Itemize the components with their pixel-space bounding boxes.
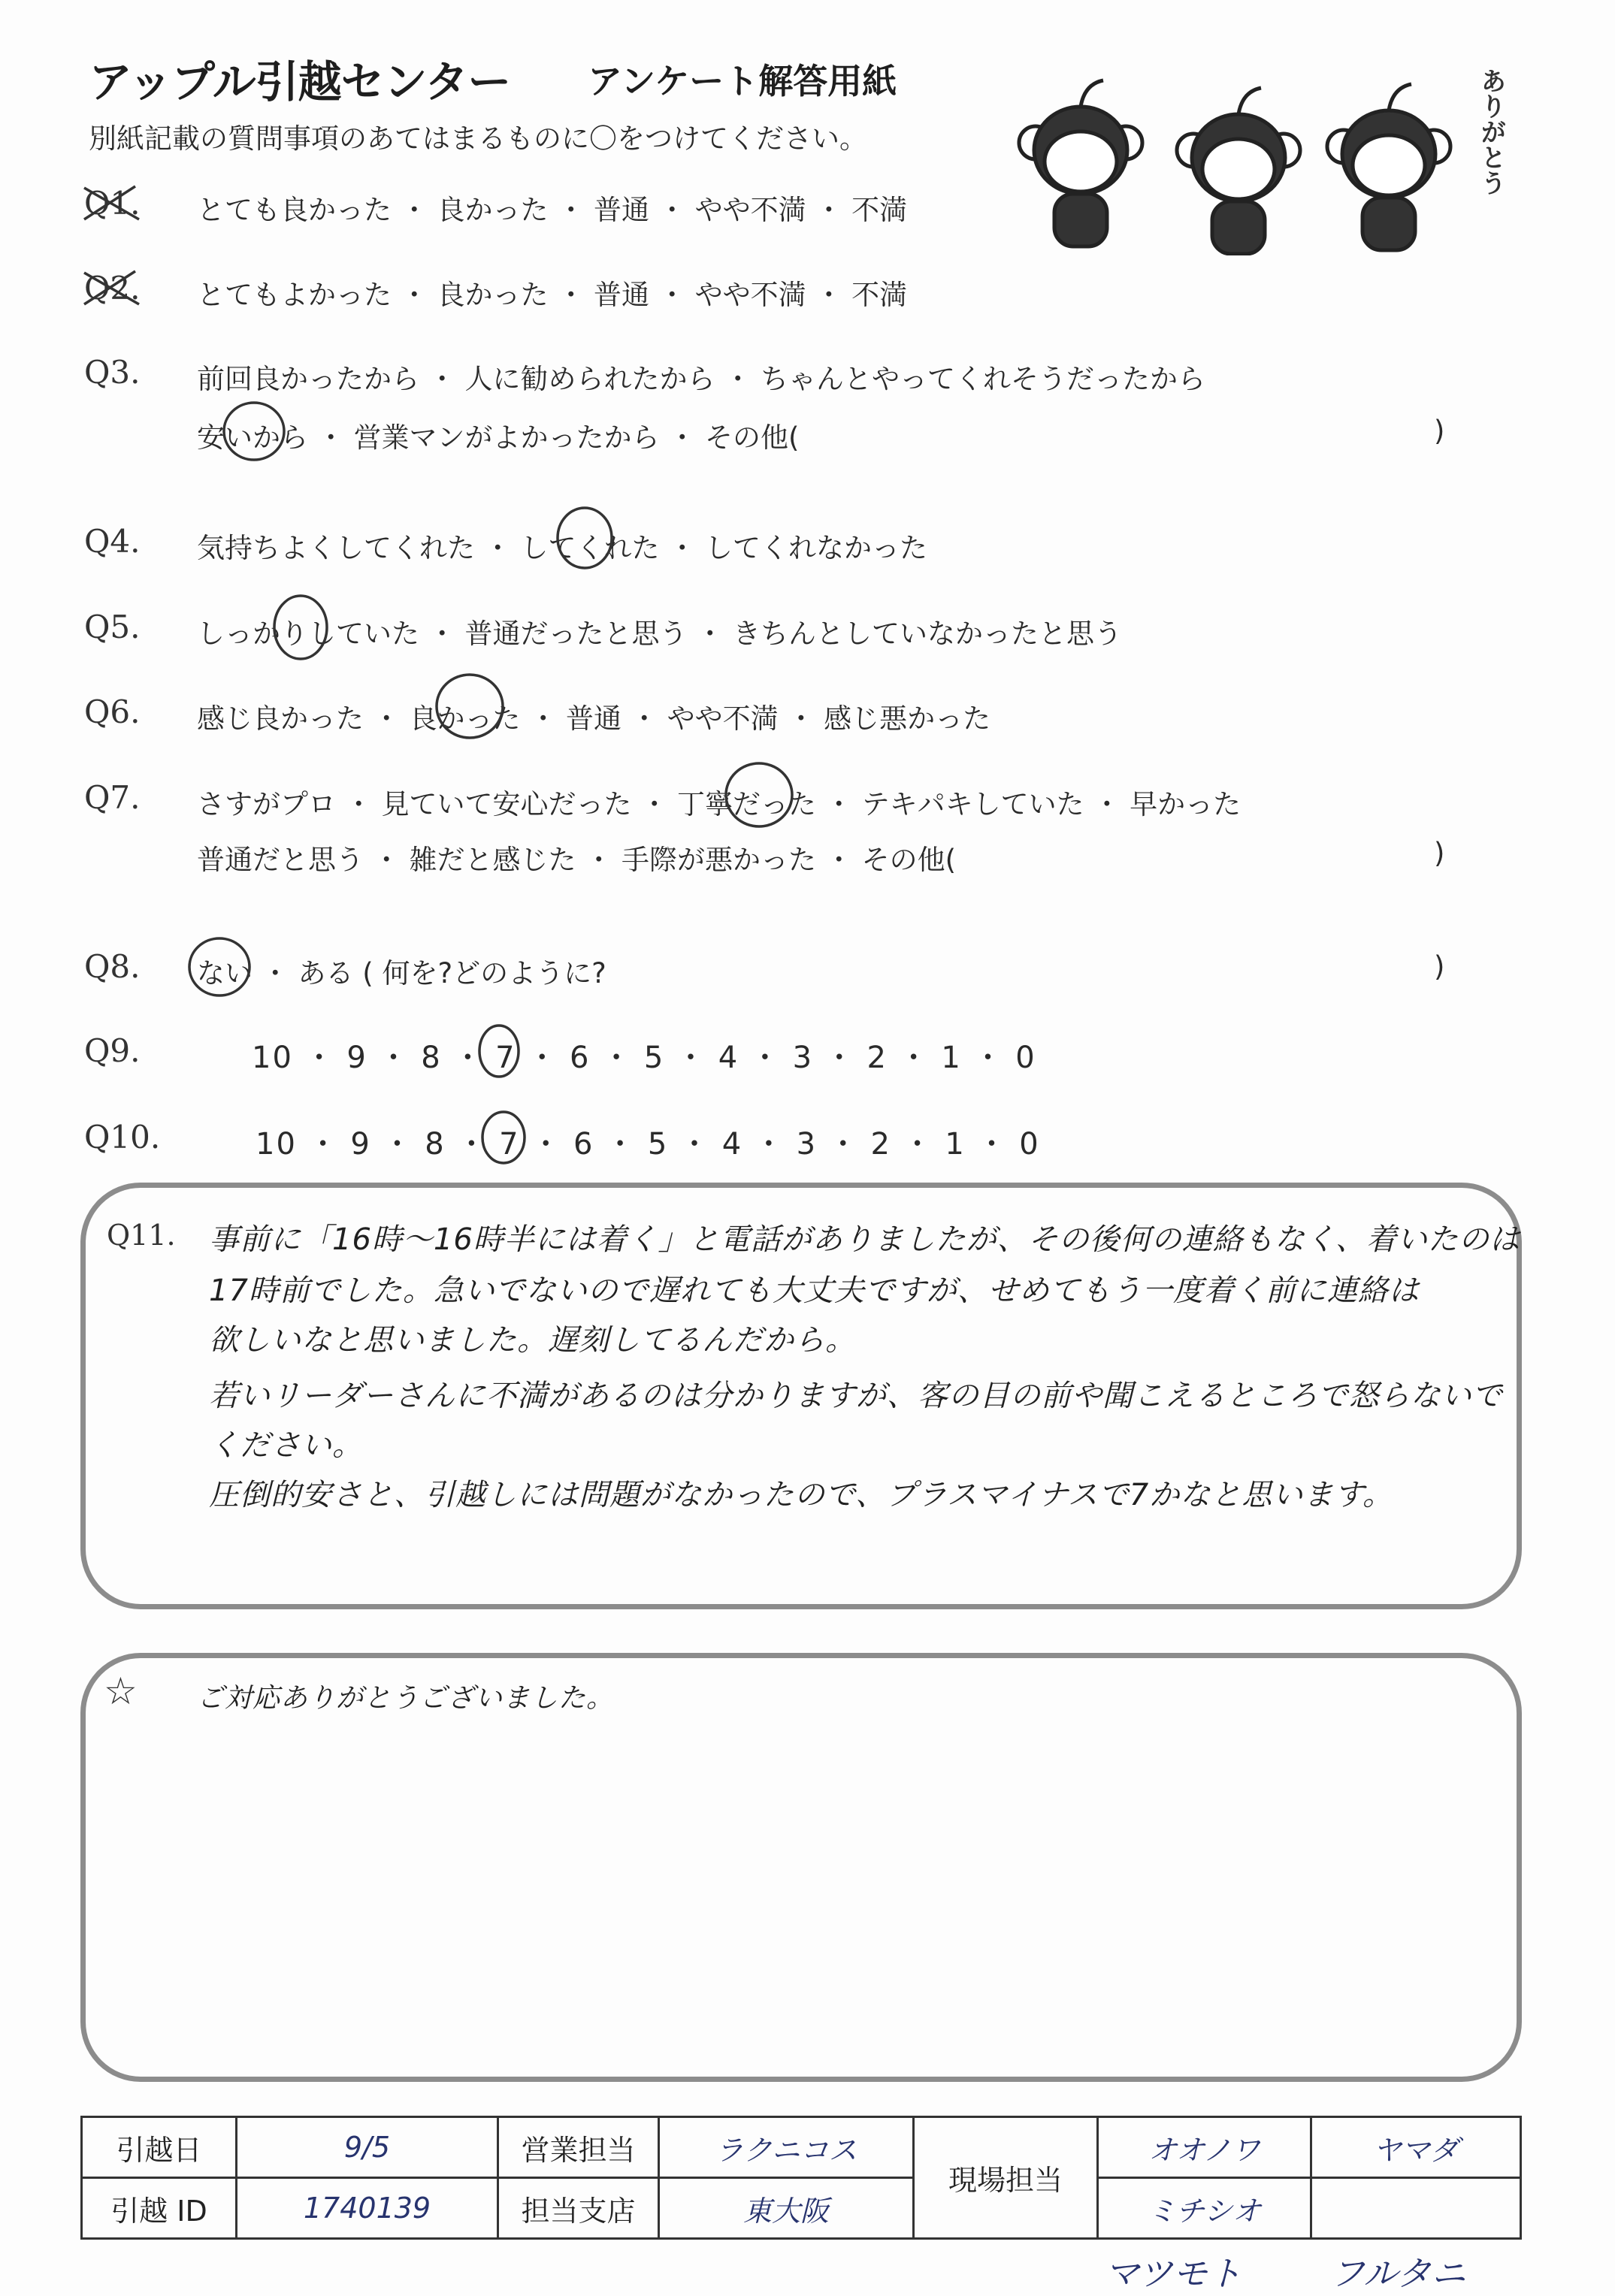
q2-label: Q2.: [84, 270, 141, 307]
q11-line-1: 事前に「16時～16時半には着く」と電話がありましたが、その後何の連絡もなく、着いたのは: [209, 1222, 1520, 1257]
field-staff-label: 現場担当: [914, 2117, 1098, 2239]
info-table: [80, 2116, 1522, 2240]
sales-value: ラクニコス: [659, 2117, 914, 2178]
move-date-value: 9/5: [237, 2117, 498, 2178]
sales-label: 営業担当: [498, 2117, 659, 2178]
company-name: アップル引越センター: [89, 56, 511, 107]
branch-value: 東大阪: [659, 2178, 914, 2239]
field-staff-1: オオノワ: [1098, 2117, 1311, 2178]
q4-options: 気持ちよくしてくれた ・ してくれた ・ してくれなかった: [197, 532, 928, 564]
q6-options: 感じ良かった ・ 良かった ・ 普通 ・ やや不満 ・ 感じ悪かった: [197, 702, 991, 735]
branch-label: 担当支店: [498, 2178, 659, 2239]
monkeys-illustration-icon: [990, 53, 1509, 255]
q11-label: Q11.: [107, 1219, 176, 1252]
move-date-label: 引越日: [82, 2117, 237, 2178]
move-id-value: 1740139: [237, 2178, 498, 2239]
q9-scale: 10 ・ 9 ・ 8 ・ 7 ・ 6 ・ 5 ・ 4 ・ 3 ・ 2 ・ 1 ・ 0: [252, 1041, 1036, 1075]
field-staff-6: フルタニ: [1330, 2253, 1466, 2294]
thanks-text: ありがとう: [1476, 68, 1506, 195]
q11-line-3: 欲しいなと思いました。遅刻してるんだから。: [209, 1323, 856, 1358]
q8-paren-close: ): [1434, 950, 1445, 983]
comment-text: ご対応ありがとうございました。: [197, 1683, 615, 1714]
field-staff-2: ヤマダ: [1311, 2117, 1521, 2178]
star-icon: ☆: [104, 1669, 138, 1713]
field-staff-3: ミチシオ: [1098, 2178, 1311, 2239]
q7-paren-close: ): [1434, 837, 1445, 869]
q5-label: Q5.: [84, 609, 141, 645]
q11-line-5: ください。: [209, 1428, 363, 1463]
q2-options: とてもよかった ・ 良かった ・ 普通 ・ やや不満 ・ 不満: [197, 279, 908, 311]
q10-label: Q10.: [84, 1119, 161, 1156]
q1-options: とても良かった ・ 良かった ・ 普通 ・ やや不満 ・ 不満: [197, 194, 908, 226]
q3-label: Q3.: [84, 354, 141, 391]
q8-label: Q8.: [84, 948, 141, 985]
q8-options: ない ・ ある ( 何を?どのように?: [197, 957, 606, 989]
q7-options-2: 普通だと思う ・ 雑だと感じた ・ 手際が悪かった ・ その他(: [197, 844, 957, 876]
q3-paren-close: ): [1434, 415, 1445, 447]
instructions: 別紙記載の質問事項のあてはまるものに〇をつけてください。: [89, 122, 867, 155]
form-title: アンケート解答用紙: [588, 61, 897, 101]
q1-label: Q1.: [84, 185, 141, 222]
field-staff-5: マツモト: [1105, 2253, 1242, 2294]
q10-scale: 10 ・ 9 ・ 8 ・ 7 ・ 6 ・ 5 ・ 4 ・ 3 ・ 2 ・ 1 ・ 0: [256, 1127, 1040, 1162]
comment-box: [80, 1653, 1522, 2082]
q11-line-6: 圧倒的安さと、引越しには問題がなかったので、プラスマイナスで7かなと思います。: [209, 1478, 1394, 1512]
q11-line-4: 若いリーダーさんに不満があるのは分かりますが、客の目の前や聞こえるところで怒らないで: [209, 1379, 1503, 1413]
q3-options-1: 前回良かったから ・ 人に勧められたから ・ ちゃんとやってくれそうだったから: [197, 363, 1206, 395]
q7-label: Q7.: [84, 779, 141, 816]
q7-options-1: さすがプロ ・ 見ていて安心だった ・ 丁寧だった ・ テキパキしていた ・ 早かった: [197, 788, 1241, 820]
q4-label: Q4.: [84, 523, 141, 560]
q6-label: Q6.: [84, 693, 141, 730]
q9-label: Q9.: [84, 1032, 141, 1069]
move-id-label: 引越 ID: [82, 2178, 237, 2239]
q5-options: しっかりしていた ・ 普通だったと思う ・ きちんとしていなかったと思う: [197, 618, 1123, 650]
q3-options-2: 安いから ・ 営業マンがよかったから ・ その他(: [197, 421, 800, 454]
q11-line-2: 17時前でした。急いでないので遅れても大丈夫ですが、せめてもう一度着く前に連絡は: [209, 1273, 1420, 1308]
field-staff-4: [1311, 2178, 1521, 2239]
